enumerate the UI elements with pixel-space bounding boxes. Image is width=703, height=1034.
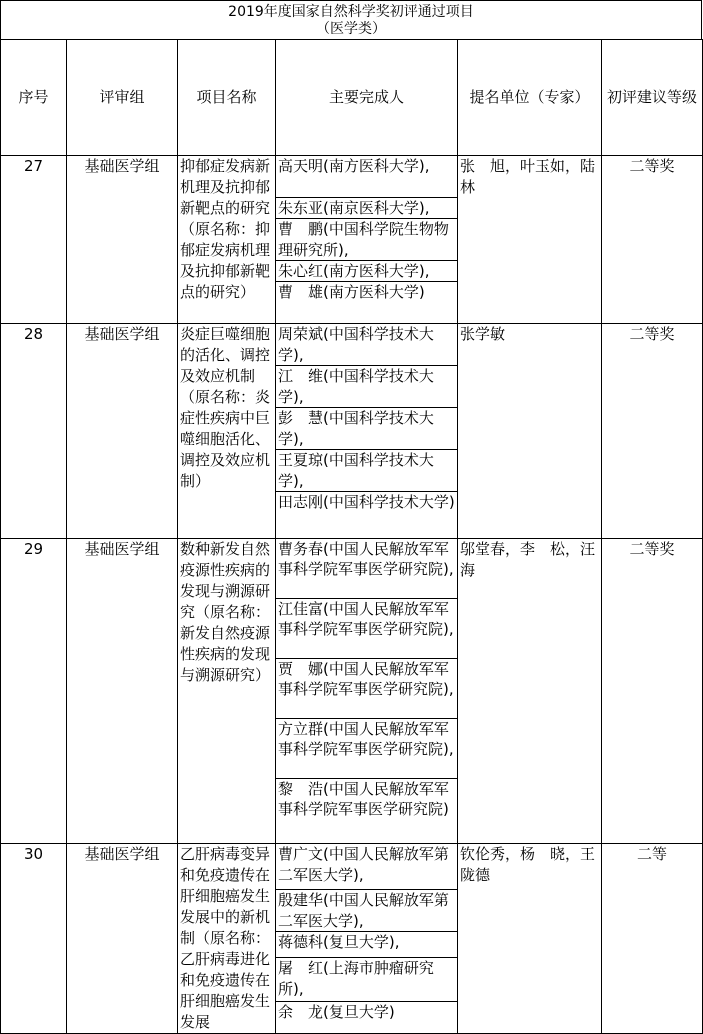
person-entry: 江佳富(中国人民解放军军事科学院军事医学研究院), <box>276 599 457 659</box>
document-title-block <box>0 0 702 40</box>
nominator-names: 张学敏 <box>460 325 506 343</box>
row-level: 二等 <box>602 844 703 1034</box>
header-no: 序号 <box>1 40 67 156</box>
row-nominator <box>458 539 611 844</box>
row-group: 基础医学组 <box>67 844 178 1034</box>
row-level: 二等奖 <box>602 156 703 324</box>
row-no: 29 <box>1 539 67 844</box>
person-entry: 高天明(南方医科大学), <box>276 156 457 198</box>
person-entry: 屠 红(上海市肿瘤研究所), <box>276 958 457 1002</box>
table-row <box>1 324 703 539</box>
person-entry: 余 龙(复旦大学) <box>278 1003 395 1021</box>
document-subtitle: （医学类） <box>316 21 386 37</box>
row-project <box>178 324 276 539</box>
header-nominator: 提名单位（专家） <box>458 40 602 156</box>
row-project <box>178 539 276 844</box>
row-people <box>276 324 458 539</box>
header-level: 初评建议等级 <box>602 40 703 156</box>
table-row <box>1 844 703 1034</box>
person-entry: 黎 浩(中国人民解放军军事科学院军事医学研究院) <box>278 780 449 818</box>
row-group: 基础医学组 <box>67 539 178 844</box>
person-entry: 曹广文(中国人民解放军第二军医大学), <box>276 844 457 890</box>
person-entry: 王夏琼(中国科学技术大学), <box>276 450 457 492</box>
header-group: 评审组 <box>67 40 178 156</box>
row-group: 基础医学组 <box>67 156 178 324</box>
project-name: 数种新发自然疫源性疾病的发现与溯源研究（原名称：新发自然疫源性疾病的发现与溯源研究） <box>180 540 271 684</box>
row-no: 30 <box>1 844 67 1034</box>
row-group: 基础医学组 <box>67 324 178 539</box>
nominator-names: 钦伦秀，杨 晓，王陇德 <box>460 845 596 884</box>
row-people <box>276 844 458 1034</box>
person-entry: 殷建华(中国人民解放军第二军医大学), <box>276 890 457 932</box>
nominator-names: 邬堂春，李 松，汪 海 <box>460 540 611 579</box>
person-entry: 田志刚(中国科学技术大学) <box>278 493 455 511</box>
person-entry: 朱东亚(南京医科大学), <box>276 198 457 219</box>
award-table <box>0 39 703 1034</box>
person-entry: 贾 娜(中国人民解放军军事科学院军事医学研究院), <box>276 659 457 719</box>
person-entry: 周荣斌(中国科学技术大学), <box>276 324 457 366</box>
row-nominator <box>458 156 611 324</box>
document-title: 2019年度国家自然科学奖初评通过项目 <box>228 4 474 20</box>
person-entry: 曹务春(中国人民解放军军事科学院军事医学研究院), <box>276 539 457 599</box>
row-level: 二等奖 <box>602 324 703 539</box>
person-entry: 曹 鹏(中国科学院生物物理研究所), <box>276 219 457 261</box>
header-project: 项目名称 <box>178 40 276 156</box>
person-entry: 朱心红(南方医科大学), <box>276 261 457 282</box>
person-entry: 江 维(中国科学技术大学), <box>276 366 457 408</box>
row-project <box>178 844 276 1034</box>
row-people <box>276 539 458 844</box>
row-people <box>276 156 458 324</box>
table-row <box>1 156 703 324</box>
row-nominator <box>458 844 602 1034</box>
row-level: 二等奖 <box>602 539 703 844</box>
person-entry: 蒋德科(复旦大学), <box>276 932 457 958</box>
row-project <box>178 156 276 324</box>
project-name: 乙肝病毒变异和免疫遗传在肝细胞癌发生发展中的新机制（原名称：乙肝病毒进化和免疫遗传在肝细胞癌发生发展 <box>180 845 271 1031</box>
nominator-names: 张 旭，叶玉如，陆 林 <box>460 157 611 196</box>
table-row <box>1 539 703 844</box>
project-name: 抑郁症发病新机理及抗抑郁新靶点的研究（原名称：抑郁症发病机理及抗抑郁新靶点的研究） <box>180 157 271 301</box>
project-name: 炎症巨噬细胞的活化、调控及效应机制（原名称：炎症性疾病中巨噬细胞活化、调控及效应机制） <box>180 325 271 490</box>
row-no: 28 <box>1 324 67 539</box>
row-no: 27 <box>1 156 67 324</box>
header-people: 主要完成人 <box>276 40 458 156</box>
person-entry: 彭 慧(中国科学技术大学), <box>276 408 457 450</box>
header-row <box>1 40 703 156</box>
person-entry: 方立群(中国人民解放军军事科学院军事医学研究院), <box>276 719 457 779</box>
person-entry: 曹 雄(南方医科大学) <box>278 283 425 301</box>
row-nominator <box>458 324 602 539</box>
